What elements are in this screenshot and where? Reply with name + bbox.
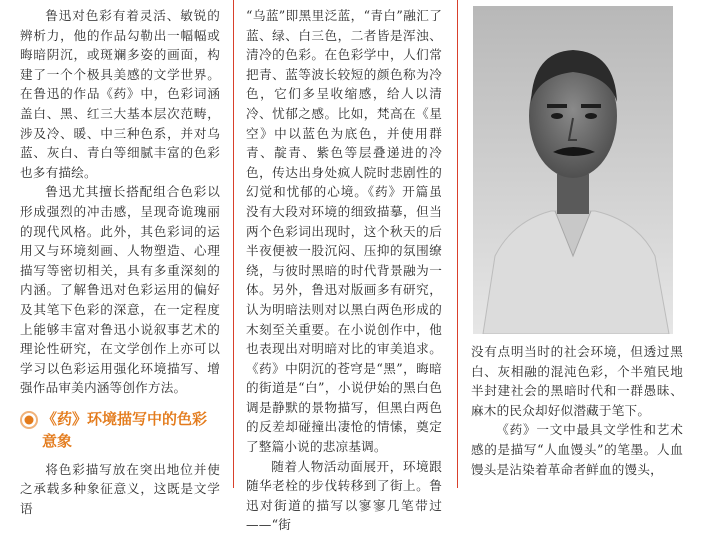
paragraph: 《药》一文中最具文学性和艺术感的是描写“人血馒头”的笔墨。人血馒头是沾染着革命者鲜血的馒头， [471,422,683,477]
paragraph: 鲁迅尤其擅长搭配组合色彩以形成强烈的冲击感，呈现奇诡瑰丽的现代风格。此外，其色彩词的运用又与环境刻画、人物塑造、心理描写等密切相关，具有多重深刻的内涵。了解鲁迅对色彩运用的偏好及其笔下色彩的深意，在一定程度上能够丰富对鲁迅小说叙事艺术的理论性研究，在文学创作上亦可以学习以色彩运用强化环境描写、增强作品审美内涵等创作方法。 [20,184,220,396]
portrait-image [473,6,673,334]
article-column-1 [20,6,220,519]
paragraph: 鲁迅对色彩有着灵活、敏锐的辨析力，他的作品勾勒出一幅幅或晦暗阴沉，或斑斓多姿的画面，构建了一个个极具美感的文学世界。在鲁迅的作品《药》中，色彩词涵盖白、黑、红三大基本层次范畴，涉及冷、暖、中三种色系，并对乌蓝、灰白、青白等细腻丰富的色彩也多有描绘。 [20,8,220,180]
orange-circle-bullet-icon [20,411,38,429]
section-heading [20,408,220,452]
portrait-photo [473,6,673,334]
paragraph: 将色彩描写放在突出地位并使之承载多种象征意义，这既是文学语 [20,461,220,517]
paragraph: 随着人物活动面展开，环境跟随华老栓的步伐转移到了街上。鲁迅对街道的描写以寥寥几笔带过——“街 [246,458,442,533]
column-divider-left [233,0,234,488]
article-column-2 [246,6,442,535]
section-heading-text: 《药》环境描写中的色彩意象 [42,409,208,450]
article-column-3 [471,6,683,479]
paragraph: “乌蓝”即黑里泛蓝，“青白”融汇了蓝、绿、白三色，二者皆是浑浊、清冷的色彩。在色彩学中，人们常把青、蓝等波长较短的颜色称为冷色，它们多呈收缩感，给人以清冷、忧郁之感。比如，梵高在《星空》中以蓝色为底色，并使用群青、靛青、紫色等层叠递进的冷色，传达出身处疯人院时悲剧性的幻觉和忧郁的心境。《药》开篇虽没有大段对环境的细致描摹，但当两个色彩词出现时，这个秋天的后半夜便被一股沉闷、压抑的氛围缭绕，与彼时黑暗的时代背景融为一体。另外，鲁迅对版画多有研究，认为明暗法则对以黑白两色形成的木刻至关重要。在小说创作中，他也表现出对明暗对比的审美追求。《药》中阴沉的苍穹是“黑”，晦暗的街道是“白”，小说伊始的黑白色调是静默的景物描写，但黑白两色的反差却碰撞出凄怆的情愫，奠定了整篇小说的悲凉基调。 [246,8,442,455]
paragraph: 没有点明当时的社会环境，但透过黑白、灰相融的混沌色彩，个半殖民地半封建社会的黑暗时代和一群愚昧、麻木的民众却好似潜藏于笔下。 [471,344,683,418]
column-divider-right [457,0,458,488]
